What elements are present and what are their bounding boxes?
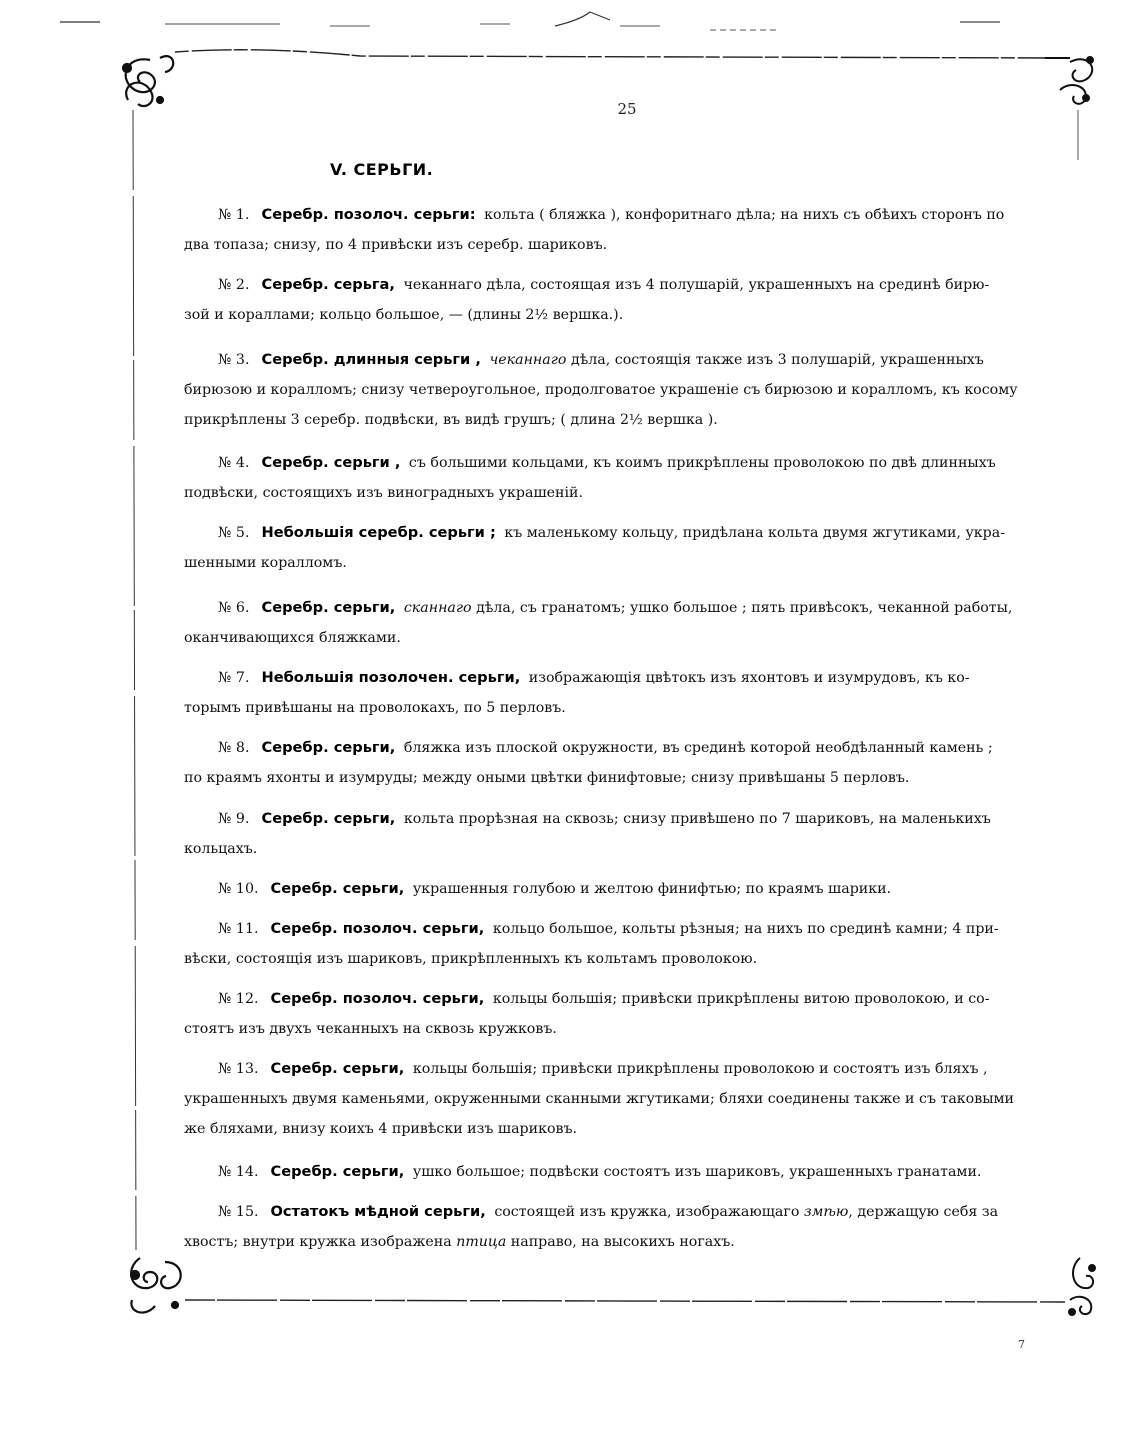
- entry-number: № 13.: [218, 1061, 259, 1077]
- entry-italic-word: чеканнаго: [489, 352, 567, 368]
- entry-text: хвостъ; внутри кружка изображена: [184, 1234, 457, 1250]
- entry-7: [184, 663, 1064, 723]
- entry-3: [184, 345, 1064, 435]
- entry-title: Небольшія позолочен. серьги,: [261, 669, 521, 686]
- entry-number: № 5.: [218, 525, 250, 541]
- entry-13: [184, 1054, 1064, 1144]
- entry-text: изображающія цвѣтокъ изъ яхонтовъ и изумрудовъ, къ ко-: [528, 670, 970, 686]
- corner-ornament-top-left: [123, 56, 173, 106]
- entry-title: Серебр. позолоч. серьги,: [270, 990, 485, 1007]
- entry-text: кольцы большія; привѣски прикрѣплены проволокою и состоятъ изъ бляхъ ,: [412, 1061, 988, 1077]
- entry-number: № 6.: [218, 600, 250, 616]
- entry-12: [184, 984, 1064, 1044]
- entry-text: дѣла, съ гранатомъ; ушко большое ; пять привѣсокъ, чеканной работы,: [476, 600, 1013, 616]
- entry-text: ушко большое; подвѣски состоятъ изъ шариковъ, украшенныхъ гранатами.: [412, 1164, 982, 1180]
- entry-title: Серебр. серьги,: [270, 880, 405, 897]
- entry-5: [184, 518, 1064, 578]
- entry-6: [184, 593, 1064, 653]
- entry-title: Серебр. серьги,: [261, 739, 396, 756]
- entry-text: чеканнаго дѣла, состоящая изъ 4 полушарій, украшенныхъ на срединѣ бирю-: [403, 277, 990, 293]
- entry-text: вѣски, состоящія изъ шариковъ, прикрѣпленныхъ къ кольтамъ проволокою.: [184, 951, 758, 967]
- entry-title: Остатокъ мѣдной серьги,: [270, 1203, 486, 1220]
- entry-number: № 8.: [218, 740, 250, 756]
- entry-number: № 11.: [218, 921, 259, 937]
- entry-1: [184, 200, 1064, 260]
- entry-title: Серебр. серьга,: [261, 276, 395, 293]
- entry-9: [184, 804, 1064, 864]
- entry-text: бляжка изъ плоской окружности, въ срединѣ которой необдѣланный камень ;: [403, 740, 993, 756]
- entry-text: состоящей изъ кружка, изображающаго: [494, 1204, 804, 1220]
- entry-title: Серебр. позолоч. серьги,: [270, 920, 485, 937]
- entry-11: [184, 914, 1064, 974]
- entry-number: № 7.: [218, 670, 250, 686]
- entry-title: Серебр. серьги,: [261, 810, 396, 827]
- entry-4: [184, 448, 1064, 508]
- entry-14: [184, 1157, 1064, 1187]
- entry-number: № 9.: [218, 811, 250, 827]
- section-heading: V. СЕРЬГИ.: [330, 160, 434, 179]
- entry-number: № 12.: [218, 991, 259, 1007]
- corner-ornament-bottom-right: [1069, 1258, 1095, 1315]
- entry-text: же бляхами, внизу коихъ 4 привѣски изъ шариковъ.: [184, 1121, 578, 1137]
- entry-title: Серебр. серьги,: [270, 1163, 405, 1180]
- entry-number: № 1.: [218, 207, 250, 223]
- entry-text: , держащую себя за: [848, 1204, 999, 1220]
- entry-title: Серебр. длинныя серьги ,: [261, 351, 481, 368]
- entry-title: Небольшія серебр. серьги ;: [261, 524, 496, 541]
- entry-text: къ маленькому кольцу, придѣлана кольта двумя жгутиками, укра-: [504, 525, 1006, 541]
- entry-8: [184, 733, 1064, 793]
- entry-text: два топаза; снизу, по 4 привѣски изъ серебр. шариковъ.: [184, 237, 608, 253]
- entry-title: Серебр. серьги ,: [261, 454, 401, 471]
- entry-text: зой и кораллами; кольцо большое, — (длины 2½ вершка.).: [184, 307, 624, 323]
- entry-text: кольта прорѣзная на сквозь; снизу привѣшено по 7 шариковъ, на маленькихъ: [403, 811, 991, 827]
- entry-italic-word: сканнаго: [403, 600, 472, 616]
- corner-ornament-top-right: [1045, 57, 1093, 104]
- entry-text: стоятъ изъ двухъ чеканныхъ на сквозь кружковъ.: [184, 1021, 557, 1037]
- entry-number: № 2.: [218, 277, 250, 293]
- entry-text: кольцо большое, кольты рѣзныя; на нихъ по срединѣ камни; 4 при-: [492, 921, 999, 937]
- entry-title: Серебр. серьги,: [261, 599, 396, 616]
- entry-italic-word: птица: [456, 1234, 507, 1250]
- entry-text: украшенныхъ двумя каменьями, окруженными сканными жгутиками; бляхи соединены также и съ таковыми: [184, 1091, 1014, 1107]
- entry-text: кольцахъ.: [184, 841, 258, 857]
- entry-text: подвѣски, состоящихъ изъ виноградныхъ украшеній.: [184, 485, 583, 501]
- entry-text: дѣла, состоящія также изъ 3 полушарій, украшенныхъ: [570, 352, 984, 368]
- entry-number: № 14.: [218, 1164, 259, 1180]
- signature-mark: 7: [1018, 1338, 1025, 1351]
- entry-2: [184, 270, 1064, 330]
- entry-title: Серебр. серьги,: [270, 1060, 405, 1077]
- entry-text: по краямъ яхонты и изумруды; между оными цвѣтки финифтовые; снизу привѣшаны 5 перловъ.: [184, 770, 910, 786]
- corner-ornament-bottom-left: [131, 1258, 181, 1313]
- entry-text: украшенныя голубою и желтою финифтью; по краямъ шарики.: [412, 881, 892, 897]
- entry-text: бирюзою и коралломъ; снизу четвероугольное, продолговатое украшеніе съ бирюзою и коралломъ, къ косому: [184, 382, 1018, 398]
- entry-number: № 15.: [218, 1204, 259, 1220]
- entry-text: шенными коралломъ.: [184, 555, 347, 571]
- entry-italic-word: змѣю: [803, 1204, 849, 1220]
- entry-text: съ большими кольцами, къ коимъ прикрѣплены проволокою по двѣ длинныхъ: [408, 455, 996, 471]
- entry-text: направо, на высокихъ ногахъ.: [506, 1234, 735, 1250]
- entry-text: прикрѣплены 3 серебр. подвѣски, въ видѣ грушъ; ( длина 2½ вершка ).: [184, 412, 718, 428]
- entry-title: Серебр. позолоч. серьги:: [261, 206, 476, 223]
- entry-number: № 4.: [218, 455, 250, 471]
- entry-number: № 10.: [218, 881, 259, 897]
- entry-text: кольта ( бляжка ), конфоритнаго дѣла; на нихъ съ обѣихъ сторонъ по: [484, 207, 1005, 223]
- entry-10: [184, 874, 1064, 904]
- entry-text: торымъ привѣшаны на проволокахъ, по 5 перловъ.: [184, 700, 566, 716]
- entry-text: оканчивающихся бляжками.: [184, 630, 401, 646]
- page-number: 25: [617, 100, 637, 118]
- entry-number: № 3.: [218, 352, 250, 368]
- entry-text: кольцы большія; привѣски прикрѣплены витою проволокою, и со-: [492, 991, 990, 1007]
- entry-15: [184, 1197, 1064, 1257]
